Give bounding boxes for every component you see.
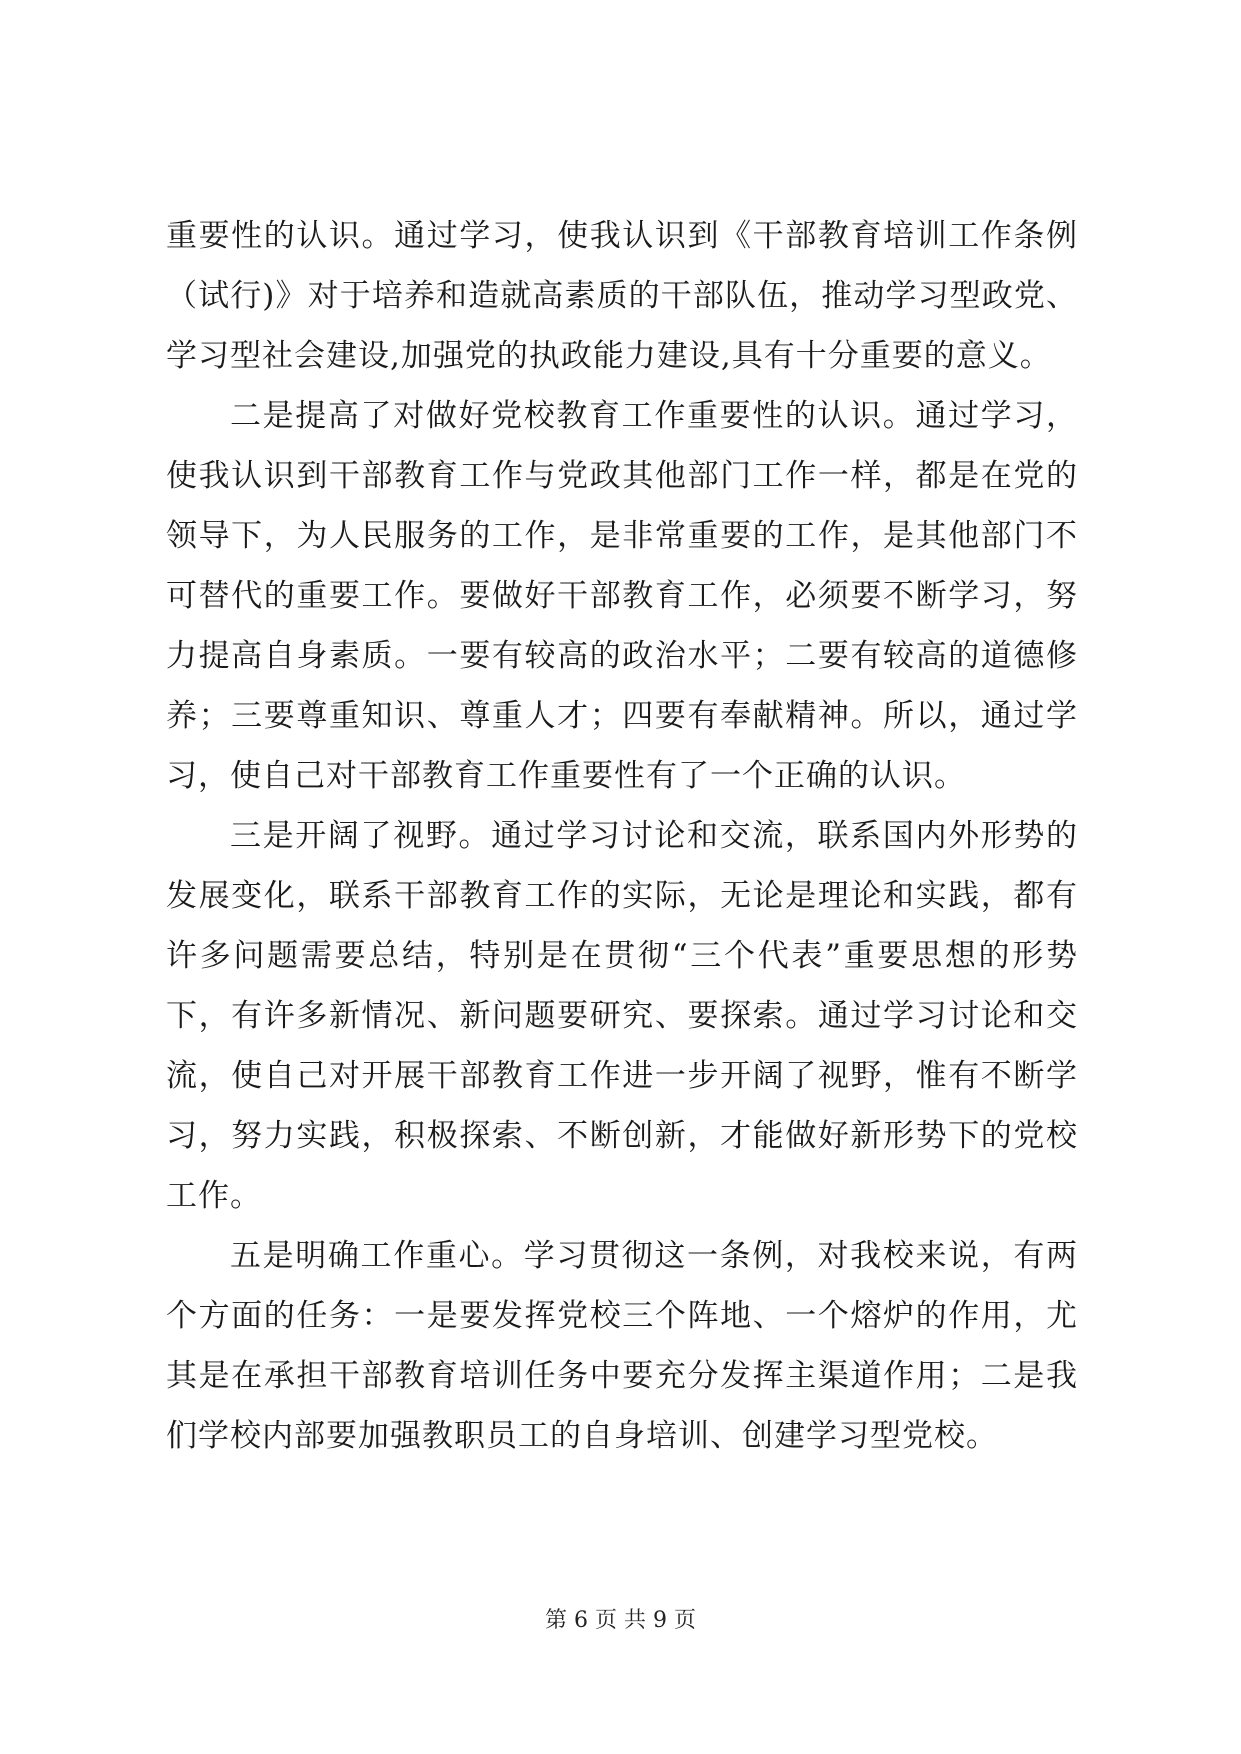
text-line: 领导下，为人民服务的工作，是非常重要的工作，是其他部门不 (166, 518, 1078, 554)
text-line: 可替代的重要工作。要做好干部教育工作，必须要不断学习，努 (166, 578, 1078, 614)
text-line: 许多问题需要总结，特别是在贯彻“三个代表”重要思想的形势 (166, 938, 1078, 974)
text-line: 五是明确工作重心。学习贯彻这一条例，对我校来说，有两 (230, 1238, 1078, 1274)
body-text (166, 206, 1078, 1466)
page-number-footer: 第 6 页 共 9 页 (545, 1608, 696, 1633)
text-line: 发展变化，联系干部教育工作的实际，无论是理论和实践，都有 (166, 878, 1078, 914)
text-line: 工作。 (166, 1178, 262, 1214)
text-line: 习，使自己对干部教育工作重要性有了一个正确的认识。 (166, 758, 966, 794)
text-line: 使我认识到干部教育工作与党政其他部门工作一样，都是在党的 (166, 458, 1078, 494)
text-line: 流，使自己对开展干部教育工作进一步开阔了视野，惟有不断学 (166, 1058, 1078, 1094)
text-line: 养；三要尊重知识、尊重人才；四要有奉献精神。所以，通过学 (166, 698, 1078, 734)
text-line: 下，有许多新情况、新问题要研究、要探索。通过学习讨论和交 (166, 998, 1078, 1034)
text-line: 重要性的认识。通过学习，使我认识到《干部教育培训工作条例 (166, 218, 1078, 254)
text-line: 三是开阔了视野。通过学习讨论和交流，联系国内外形势的 (230, 818, 1078, 854)
text-line: 二是提高了对做好党校教育工作重要性的认识。通过学习， (230, 398, 1078, 434)
text-line: 个方面的任务：一是要发挥党校三个阵地、一个熔炉的作用，尤 (166, 1298, 1078, 1334)
text-line: 力提高自身素质。一要有较高的政治水平；二要有较高的道德修 (166, 638, 1078, 674)
text-line: 其是在承担干部教育培训任务中要充分发挥主渠道作用；二是我 (166, 1358, 1078, 1394)
text-line: 学习型社会建设,加强党的执政能力建设,具有十分重要的意义。 (166, 338, 1052, 374)
text-line: 们学校内部要加强教职员工的自身培训、创建学习型党校。 (166, 1418, 998, 1454)
text-line: （试行)》对于培养和造就高素质的干部队伍，推动学习型政党、 (166, 278, 1078, 314)
text-line: 习，努力实践，积极探索、不断创新，才能做好新形势下的党校 (166, 1118, 1078, 1154)
